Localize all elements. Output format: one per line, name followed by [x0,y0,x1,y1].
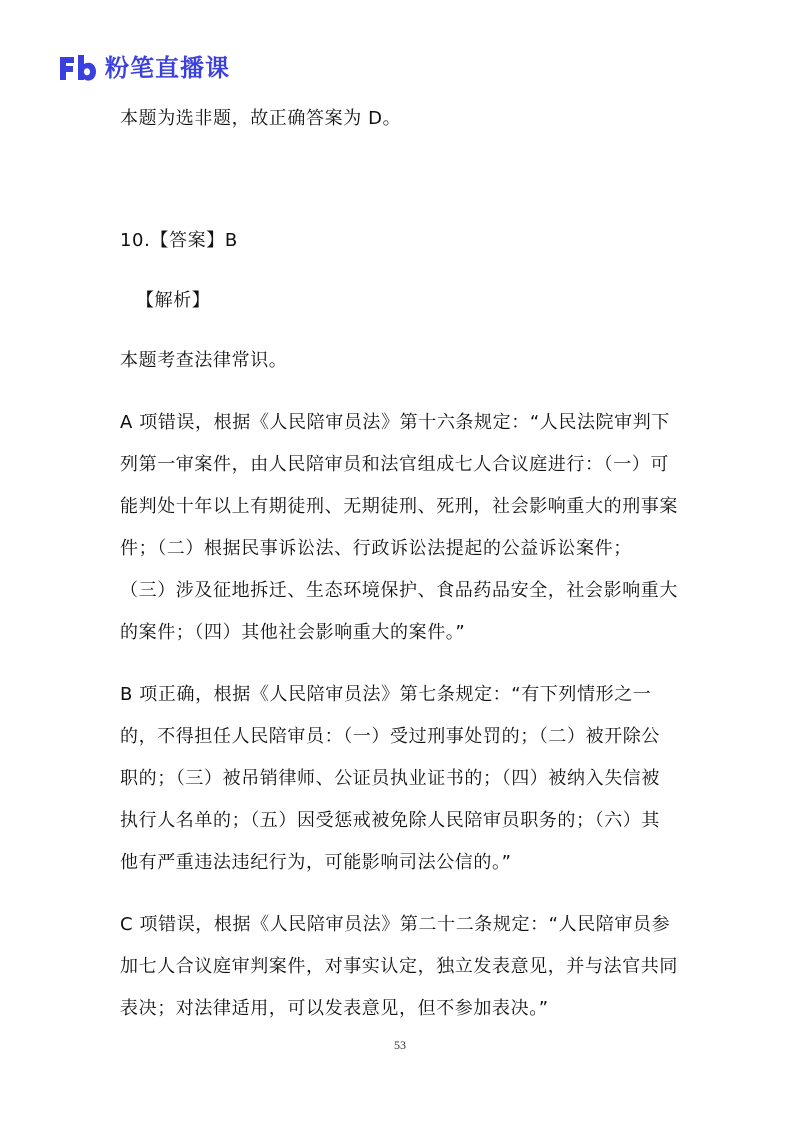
text-line: 本题为选非题，故正确答案为 D。 [120,108,402,129]
text-line: 能判处十年以上有期徒刑、无期徒刑、死刑，社会影响重大的刑事案 [120,496,678,517]
text-line: C 项错误，根据《人民陪审员法》第二十二条规定：“人民陪审员参 [120,914,671,935]
text-line: B 项正确，根据《人民陪审员法》第七条规定：“有下列情形之一 [120,684,652,705]
text-line: 的案件；（四）其他社会影响重大的案件。” [120,622,466,643]
text-line: 他有严重违法违纪行为，可能影响司法公信的。” [120,852,512,873]
fenbi-logo-icon [57,53,97,83]
analysis-heading: 【解析】 [136,290,211,311]
text-line: （三）涉及征地拆迁、生态环境保护、食品药品安全，社会影响重大 [120,580,678,601]
text-line: 表决；对法律适用，可以发表意见，但不参加表决。” [120,998,549,1019]
page-number: 53 [394,1038,406,1052]
answer-heading: 10.【答案】B [120,230,238,251]
text-line: 的，不得担任人民陪审员：（一）受过刑事处罚的；（二）被开除公 [120,726,660,747]
text-line: 件；（二）根据民事诉讼法、行政诉讼法提起的公益诉讼案件； [120,538,632,559]
text-line: 列第一审案件，由人民陪审员和法官组成七人合议庭进行：（一）可 [120,454,669,475]
brand-logo [57,52,230,84]
logo-text: 粉笔直播课 [105,54,230,82]
text-line: 加七人合议庭审判案件，对事实认定，独立发表意见，并与法官共同 [120,956,678,977]
text-line: A 项错误，根据《人民陪审员法》第十六条规定：“人民法院审判下 [120,412,670,433]
text-line: 本题考查法律常识。 [120,350,288,371]
text-line: 职的；（三）被吊销律师、公证员执业证书的；（四）被纳入失信被 [120,768,660,789]
text-line: 执行人名单的；（五）因受惩戒被免除人民陪审员职务的；（六）其 [120,810,660,831]
